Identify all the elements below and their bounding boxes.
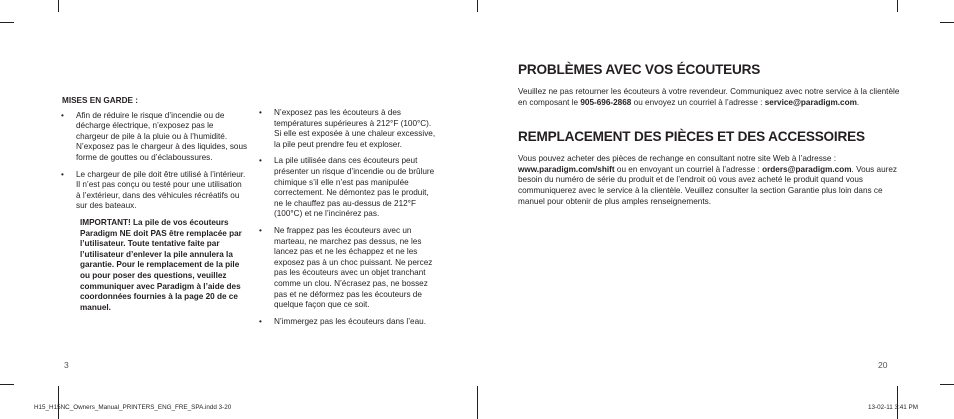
list-item-text: Le chargeur de pile doit être utilisé à l’intérieur. Il n’est pas conçu ou testé pour une utilisation à l’extérieur, dans des véhicules récréatifs ou sur des bateaux. — [76, 169, 246, 211]
warnings-column — [58, 96, 248, 313]
list-item — [58, 111, 248, 164]
slug-datetime: 13-02-11 3:41 PM — [868, 404, 918, 411]
problems-heading: PROBLÈMES AVEC VOS ÉCOUTEURS — [518, 62, 761, 77]
problems-paragraph — [518, 87, 900, 108]
crop-mark — [940, 384, 954, 385]
crop-mark — [477, 0, 478, 12]
list-item-text: Ne frappez pas les écouteurs avec un marteau, ne marchez pas dessus, ne les lancez pas et ne les échappez et ne les exposez pas à un choc puissant. Ne percez pas les écouteurs avec un objet tranchant comme un clou. N’écrasez pas, ne bossez pas et ne déformez pas les écouteurs de quelque façon que ce soit. — [274, 225, 433, 310]
warnings-list — [256, 108, 438, 327]
list-item — [58, 170, 248, 212]
replacement-text: Vous pouvez acheter des pièces de rechange en consultant notre site Web à l’adresse : — [518, 154, 836, 164]
crop-mark — [0, 22, 14, 23]
list-item — [256, 226, 438, 311]
bullet: • — [61, 169, 64, 179]
crop-mark — [58, 386, 59, 419]
page-number-left: 3 — [64, 360, 69, 370]
list-item-text: N’exposez pas les écouteurs à des températures supérieures à 212°F (100°C). Si elle est exposée à une chaleur excessive, la pile peut prendre feu et exploser. — [274, 108, 436, 149]
slug-filename: H15_H15NC_Owners_Manual_PRINTERS_ENG_FRE_SPA.indd 3-20 — [34, 404, 232, 411]
list-item — [256, 317, 438, 328]
phone-number: 905-696-2868 — [580, 97, 632, 107]
warnings-heading: MISES EN GARDE : — [62, 96, 138, 105]
list-item-text: Afin de réduire le risque d’incendie ou de décharge électrique, n’exposez pas le chargeur de pile à la pluie ou à l’humidité. N’exposez pas le chargeur à des liquides, sous forme de gouttes ou d’éclaboussures. — [76, 110, 248, 162]
replacement-paragraph — [518, 154, 900, 207]
problems-text: Veuillez ne pas retourner les écouteurs à votre revendeur. Communiquez avec notre service à la clientèle en composant le — [518, 87, 900, 107]
orders-email: orders@paradigm.com — [762, 164, 852, 174]
list-item-text: N’immergez pas les écouteurs dans l’eau. — [274, 316, 426, 326]
shop-url: www.paradigm.com/shift — [518, 164, 615, 174]
important-notice: IMPORTANT! La pile de vos écouteurs Paradigm NE doit PAS être remplacée par l’utilisateur. Toute tentative faite par l’utilisateur d’enlever la pile annulera la garantie. Pour le remplacement de la pile ou pour poser des questions, veuillez communiquer avec Paradigm à l’aide des coordonnées fournies à la page 20 de ce manuel. — [80, 217, 242, 312]
crop-mark — [58, 0, 59, 12]
list-item-text: La pile utilisée dans ces écouteurs peut présenter un risque d’incendie ou de brûlure chimique s’il elle n’est pas manipulée correctement. Ne démontez pas le produit, ne le chauffez pas au-dessus de 212°F (100°C) et ne l’incinérez pas. — [274, 156, 435, 219]
bullet: • — [259, 108, 262, 117]
replacement-text: ou en envoyant un courriel à l’adresse : — [614, 164, 763, 174]
replacement-text: . Vous aurez besoin du numéro de série du produit et de l’endroit où vous avez acheté le produit quand vous communiquerez avec le service à la clientèle. Veuillez consulter la section Garantie plus loin dans ce manuel pour obtenir de plus amples renseignements. — [518, 164, 898, 206]
bullet: • — [61, 110, 64, 120]
warnings-column-continued — [256, 108, 438, 333]
crop-mark — [477, 386, 478, 419]
problems-text: ou envoyez un courriel à l’adresse : — [631, 97, 765, 107]
replacement-heading: REMPLACEMENT DES PIÈCES ET DES ACCESSOIRES — [518, 129, 865, 145]
service-email: service@paradigm.com — [764, 97, 857, 107]
problems-text: . — [856, 97, 860, 107]
support-column — [518, 62, 900, 207]
crop-mark — [897, 0, 898, 12]
bullet: • — [259, 225, 262, 235]
warnings-list — [58, 111, 248, 212]
crop-mark — [897, 386, 898, 419]
crop-mark — [0, 384, 14, 385]
crop-mark — [940, 22, 954, 23]
list-item — [256, 156, 438, 220]
page-number-right: 20 — [878, 360, 888, 370]
bullet: • — [259, 156, 262, 166]
list-item — [256, 108, 438, 150]
bullet: • — [259, 316, 262, 326]
